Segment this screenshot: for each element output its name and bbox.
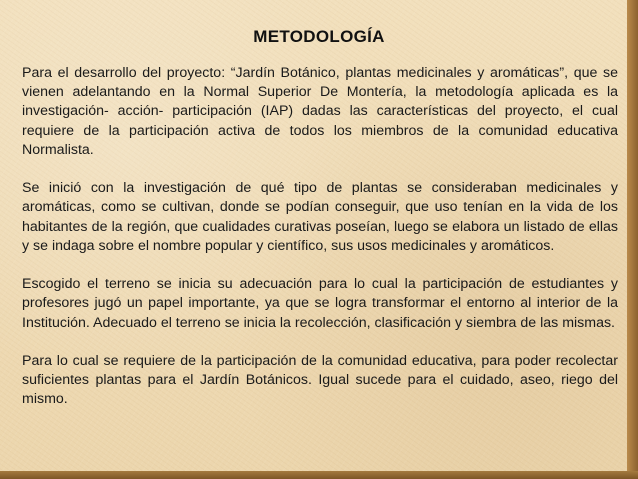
paragraph-intro: Para el desarrollo del proyecto: “Jardín Botánico, plantas medicinales y aromáticas”, que se vienen adelantando en la Normal Superior De Montería, la metodología aplicada es la investigación- acción- participación (IAP) dadas las características del proyecto, el cual requiere de la participación activa de todos los miembros de la comunidad educativa Normalista. — [22, 65, 618, 158]
paragraph-investigation: Se inició con la investigación de qué tipo de plantas se consideraban medicinales y aromáticas, como se cultivan, donde se podían conseguir, que uso tenían en la vida de los habitantes de la región, que cualidades curativas poseían, luego se elabora un listado de ellas y se indaga sobre el nombre popular y científico, sus usos medicinales y aromáticos. — [22, 180, 618, 254]
paragraph-community: Para lo cual se requiere de la participación de la comunidad educativa, para poder recolectar suficientes plantas para el Jardín Botánicos. Igual sucede para el cuidado, aseo, riego del mismo. — [22, 353, 618, 408]
paragraph-terrain: Escogido el terreno se inicia su adecuación para lo cual la participación de estudiantes y profesores jugó un papel importante, ya que se logra transformar el entorno al interior de la Institución. Adecuado el terreno se inicia la recolección, clasificación y siembra de las mismas. — [22, 276, 618, 331]
slide-title: METODOLOGÍA — [253, 27, 385, 46]
bottom-border-bar — [0, 471, 638, 479]
slide-body — [22, 64, 618, 410]
right-border-bar — [627, 0, 638, 479]
